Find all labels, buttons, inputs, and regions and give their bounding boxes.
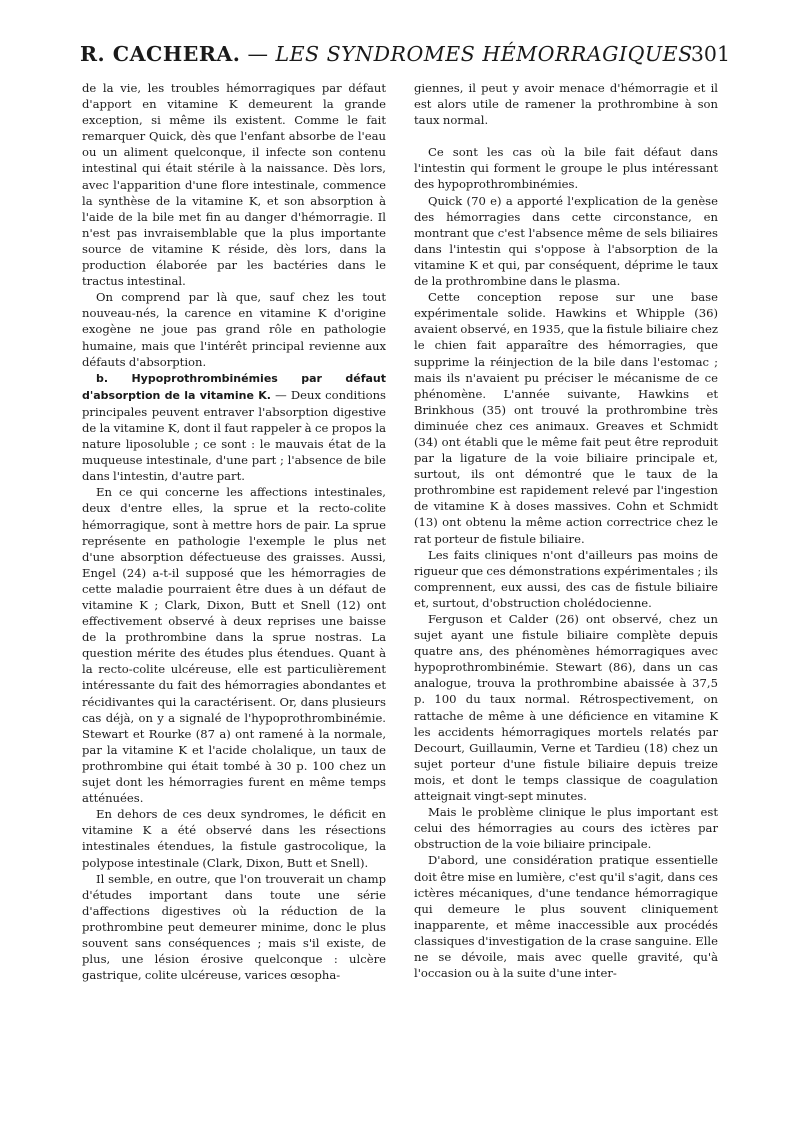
- paragraph: Cette conception repose sur une base expérimentale solide. Hawkins et Whipple (36) avaient observé, en 1935, que la fistule biliaire chez le chien fait apparaître des hémorragies, que supprime la réinjection de la bile dans l'estomac ; mais ils n'avaient pu préciser le mécanisme de ce phénomène. L'année suivante, Hawkins et Brinkhous (35) ont trouvé la prothrombine très diminuée chez ces animaux. Greaves et Schmidt (34) ont établi que le même fait peut être reproduit par la ligature de la voie biliaire principale et, surtout, ils ont démontré que le taux de la prothrombine est rapidement relevé par l'ingestion de vitamine K à doses massives. Cohn et Schmidt (13) ont obtenu la même action correctrice chez le rat porteur de fistule biliaire.: [414, 290, 718, 546]
- right-column: [414, 80, 718, 981]
- paragraph: En ce qui concerne les affections intestinales, deux d'entre elles, la sprue et la recto-colite hémorragique, sont à mettre hors de pair. La sprue représente en pathologie l'exemple le plus net d'une absorption défectueuse des graisses. Aussi, Engel (24) a-t-il supposé que les hémorragies de cette maladie pourraient être dues à un défaut de vitamine K ; Clark, Dixon, Butt et Snell (12) ont effectivement observé à deux reprises une baisse de la prothrombine dans la sprue nostras. La question mérite des études plus étendues. Quant à la recto-colite ulcéreuse, elle est particulièrement intéressante du fait des hémorragies abondantes et récidivantes qui la caractérisent. Or, dans plusieurs cas déjà, on y a signalé de l'hypoprothrombinémie. Stewart et Rourke (87 a) ont ramené à la normale, par la vitamine K et l'acide cholalique, un taux de prothrombine qui était tombé à 30 p. 100 chez un sujet dont les hémorragies furent en même temps atténuées.: [82, 485, 386, 806]
- paragraph: de la vie, les troubles hémorragiques par défaut d'apport en vitamine K demeurent la grande exception, si même ils existent. Comme le fait remarquer Quick, dès que l'enfant absorbe de l'eau ou un aliment quelconque, il infecte son contenu intestinal qui était stérile à la naissance. Dès lors, avec l'apparition d'une flore intestinale, commence la synthèse de la vitamine K, et son absorption à l'aide de la bile met fin au danger d'hémorragie. Il n'est pas invraisemblable que la plus importante source de vitamine K réside, dès lors, dans la production élaborée par les bactéries dans le tractus intestinal.: [82, 81, 386, 289]
- paragraph: D'abord, une considération pratique essentielle doit être mise en lumière, c'est qu'il s'agit, dans ces ictères mécaniques, d'une tendance hémorragique qui demeure le plus souvent cliniquement inapparente, et même inaccessible aux procédés classiques d'investigation de la crase sanguine. Elle ne se dévoile, mais avec quelle gravité, qu'à l'occasion ou à la suite d'une inter-: [414, 853, 718, 981]
- running-title: [80, 42, 693, 66]
- paragraph: Ce sont les cas où la bile fait défaut dans l'intestin qui forment le groupe le plus intéressant des hypoprothrombinémies.: [414, 145, 718, 192]
- paragraph: Ferguson et Calder (26) ont observé, chez un sujet ayant une fistule biliaire complète depuis quatre ans, des phénomènes hémorragiques avec hypoprothrombinémie. Stewart (86), dans un cas analogue, trouva la prothrombine abaissée à 37,5 p. 100 du taux normal. Rétrospectivement, on rattache de même à une déficience en vitamine K les accidents hémorragiques mortels relatés par Decourt, Guillaumin, Verne et Tardieu (18) chez un sujet porteur d'une fistule biliaire depuis treize mois, et dont le temps classique de coagulation atteignait vingt-sept minutes.: [414, 612, 718, 804]
- paragraph: On comprend par là que, sauf chez les tout nouveau-nés, la carence en vitamine K d'origine exogène ne joue pas grand rôle en pathologie humaine, mais que l'intérêt principal revienne aux défauts d'absorption.: [82, 290, 386, 369]
- header-author: R. CACHERA.: [80, 42, 241, 66]
- paragraph: Les faits cliniques n'ont d'ailleurs pas moins de rigueur que ces démonstrations expérimentales ; ils comprennent, eux aussi, des cas de fistule biliaire et, surtout, d'obstruction cholédocienne.: [414, 547, 718, 610]
- header-subject: LES SYNDROMES HÉMORRAGIQUES: [275, 42, 693, 66]
- paragraph-text: — Deux conditions principales peuvent entraver l'absorption digestive de la vitamine K, dont il faut rappeler à ce propos la nature liposoluble ; ce sont : le mauvais état de la muqueuse intestinale, d'une part ; l'absence de bile dans l'intestin, d'autre part.: [82, 387, 386, 484]
- paragraph: En dehors de ces deux syndromes, le déficit en vitamine K a été observé dans les résections intestinales étendues, la fistule gastrocolique, la polypose intestinale (Clark, Dixon, Butt et Snell).: [82, 807, 386, 870]
- page-number: 301: [690, 42, 730, 66]
- header-separator: —: [240, 42, 276, 66]
- section-heading: b. Hypoprothrombinémies par défaut d'absorption de la vitamine K.: [82, 371, 386, 402]
- paragraph-with-heading: [82, 370, 386, 485]
- left-column: [82, 80, 386, 983]
- paragraph: giennes, il peut y avoir menace d'hémorragie et il est alors utile de ramener la prothrombine à son taux normal.: [414, 81, 718, 128]
- paragraph: Quick (70 e) a apporté l'explication de la genèse des hémorragies dans cette circonstance, en montrant que c'est l'absence même de sels biliaires dans l'intestin qui s'oppose à l'absorption de la vitamine K et qui, par conséquent, déprime le taux de la prothrombine dans le plasma.: [414, 193, 718, 289]
- paragraph: Mais le problème clinique le plus important est celui des hémorragies au cours des ictères par obstruction de la voie biliaire principale.: [414, 805, 718, 852]
- paragraph: Il semble, en outre, que l'on trouverait un champ d'études important dans toute une série d'affections digestives où la réduction de la prothrombine peut demeurer minime, donc le plus souvent sans conséquences ; mais s'il existe, de plus, une lésion érosive quelconque : ulcère gastrique, colite ulcéreuse, varices œsopha-: [82, 871, 386, 983]
- running-header: [80, 40, 730, 76]
